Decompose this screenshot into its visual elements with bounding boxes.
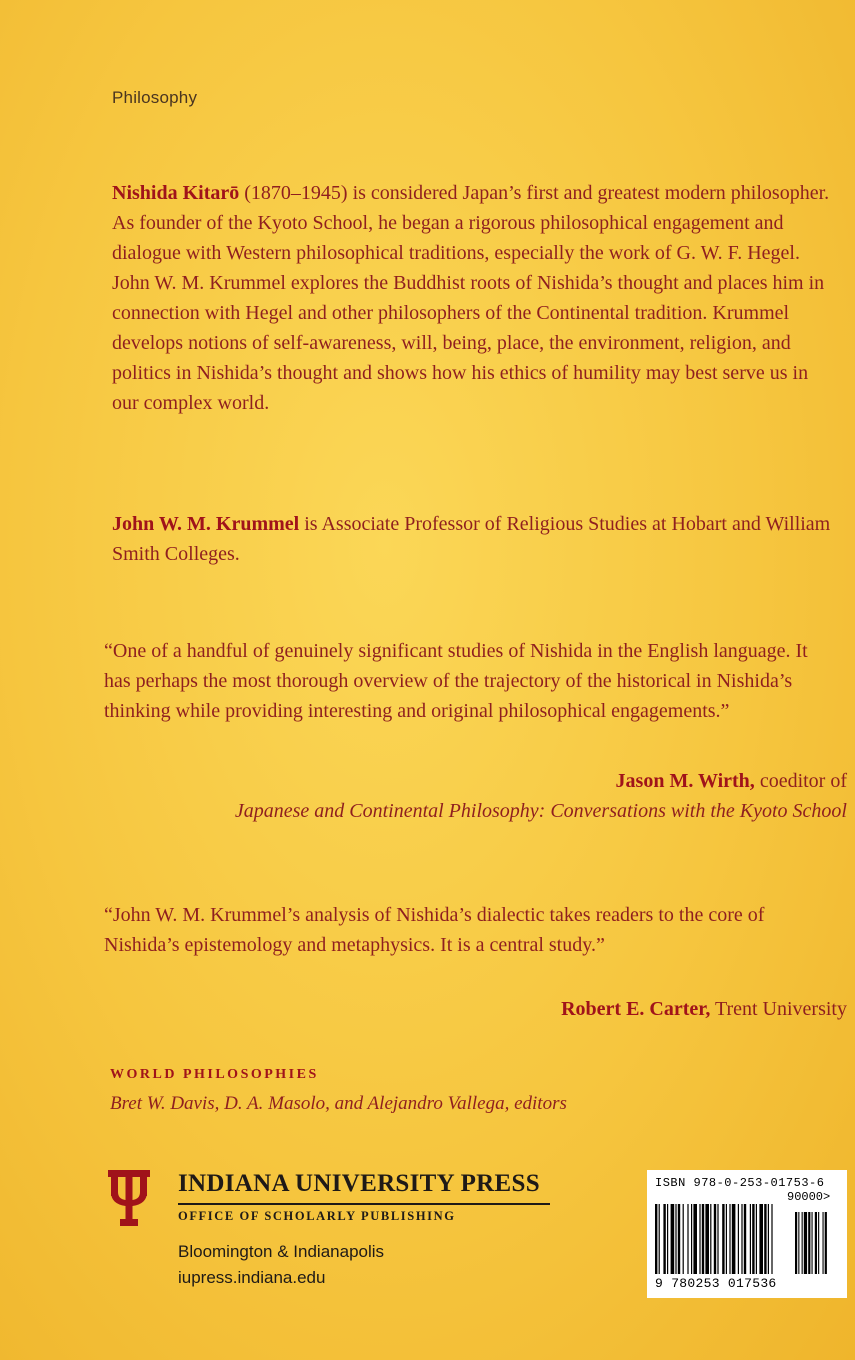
quote-2-attribution [247, 994, 847, 1024]
iu-trident-logo-icon [108, 1170, 150, 1226]
author-bio [112, 509, 832, 569]
barcode-number: 9 780253 017536 [655, 1276, 777, 1291]
publisher-divider [178, 1203, 550, 1205]
publisher-name: INDIANA UNIVERSITY PRESS [178, 1170, 540, 1197]
barcode-addon: 90000> [787, 1190, 831, 1204]
bio-text: is Associate Professor of Religious Studies at Hobart and William Smith Colleges. [112, 513, 831, 565]
book-description [112, 178, 832, 418]
quote-2-author: Robert E. Carter, [561, 998, 711, 1020]
publisher-url: iupress.indiana.edu [178, 1268, 326, 1287]
barcode-box [647, 1170, 847, 1298]
quote-1-book: Japanese and Continental Philosophy: Conversations with the Kyoto School [234, 800, 847, 822]
quote-1-author: Jason M. Wirth, [615, 770, 755, 792]
isbn-label: ISBN 978-0-253-01753-6 [655, 1176, 825, 1190]
quote-1-attribution [107, 766, 847, 826]
series-editors: Bret W. Davis, D. A. Masolo, and Alejandro Vallega, editors [110, 1093, 567, 1114]
quote-2: “John W. M. Krummel’s analysis of Nishida’s dialectic takes readers to the core of Nishida’s epistemology and metaphysics. It is a central study.” [104, 904, 765, 956]
quote-1: “One of a handful of genuinely significant studies of Nishida in the English language. It has perhaps the most thorough overview of the trajectory of the historical in Nishida’s thinking while providing interesting and original philosophical engagements.” [104, 640, 808, 722]
description-text: (1870–1945) is considered Japan’s first and greatest modern philosopher. As founder of the Kyoto School, he began a rigorous philosophical engagement and dialogue with Western philosophical traditions, especially the work of G. W. F. Hegel. John W. M. Krummel explores the Buddhist roots of Nishida’s thought and places him in connection with Hegel and other philosophers of the Continental tradition. Krummel develops notions of self-awareness, will, being, place, the environment, religion, and politics in Nishida’s thought and shows how his ethics of humility may best serve us in our complex world. [112, 182, 830, 414]
bio-name: John W. M. Krummel [112, 513, 300, 535]
publisher-city: Bloomington & Indianapolis [178, 1242, 385, 1261]
description-lead-name: Nishida Kitarō [112, 182, 240, 204]
barcode-icon [655, 1204, 839, 1276]
series-title: WORLD PHILOSOPHIES [110, 1067, 319, 1082]
quote-2-affiliation: Trent University [710, 998, 847, 1020]
category-label: Philosophy [112, 88, 198, 107]
publisher-subtitle: OFFICE OF SCHOLARLY PUBLISHING [178, 1209, 456, 1223]
quote-1-role: coeditor of [754, 770, 847, 792]
